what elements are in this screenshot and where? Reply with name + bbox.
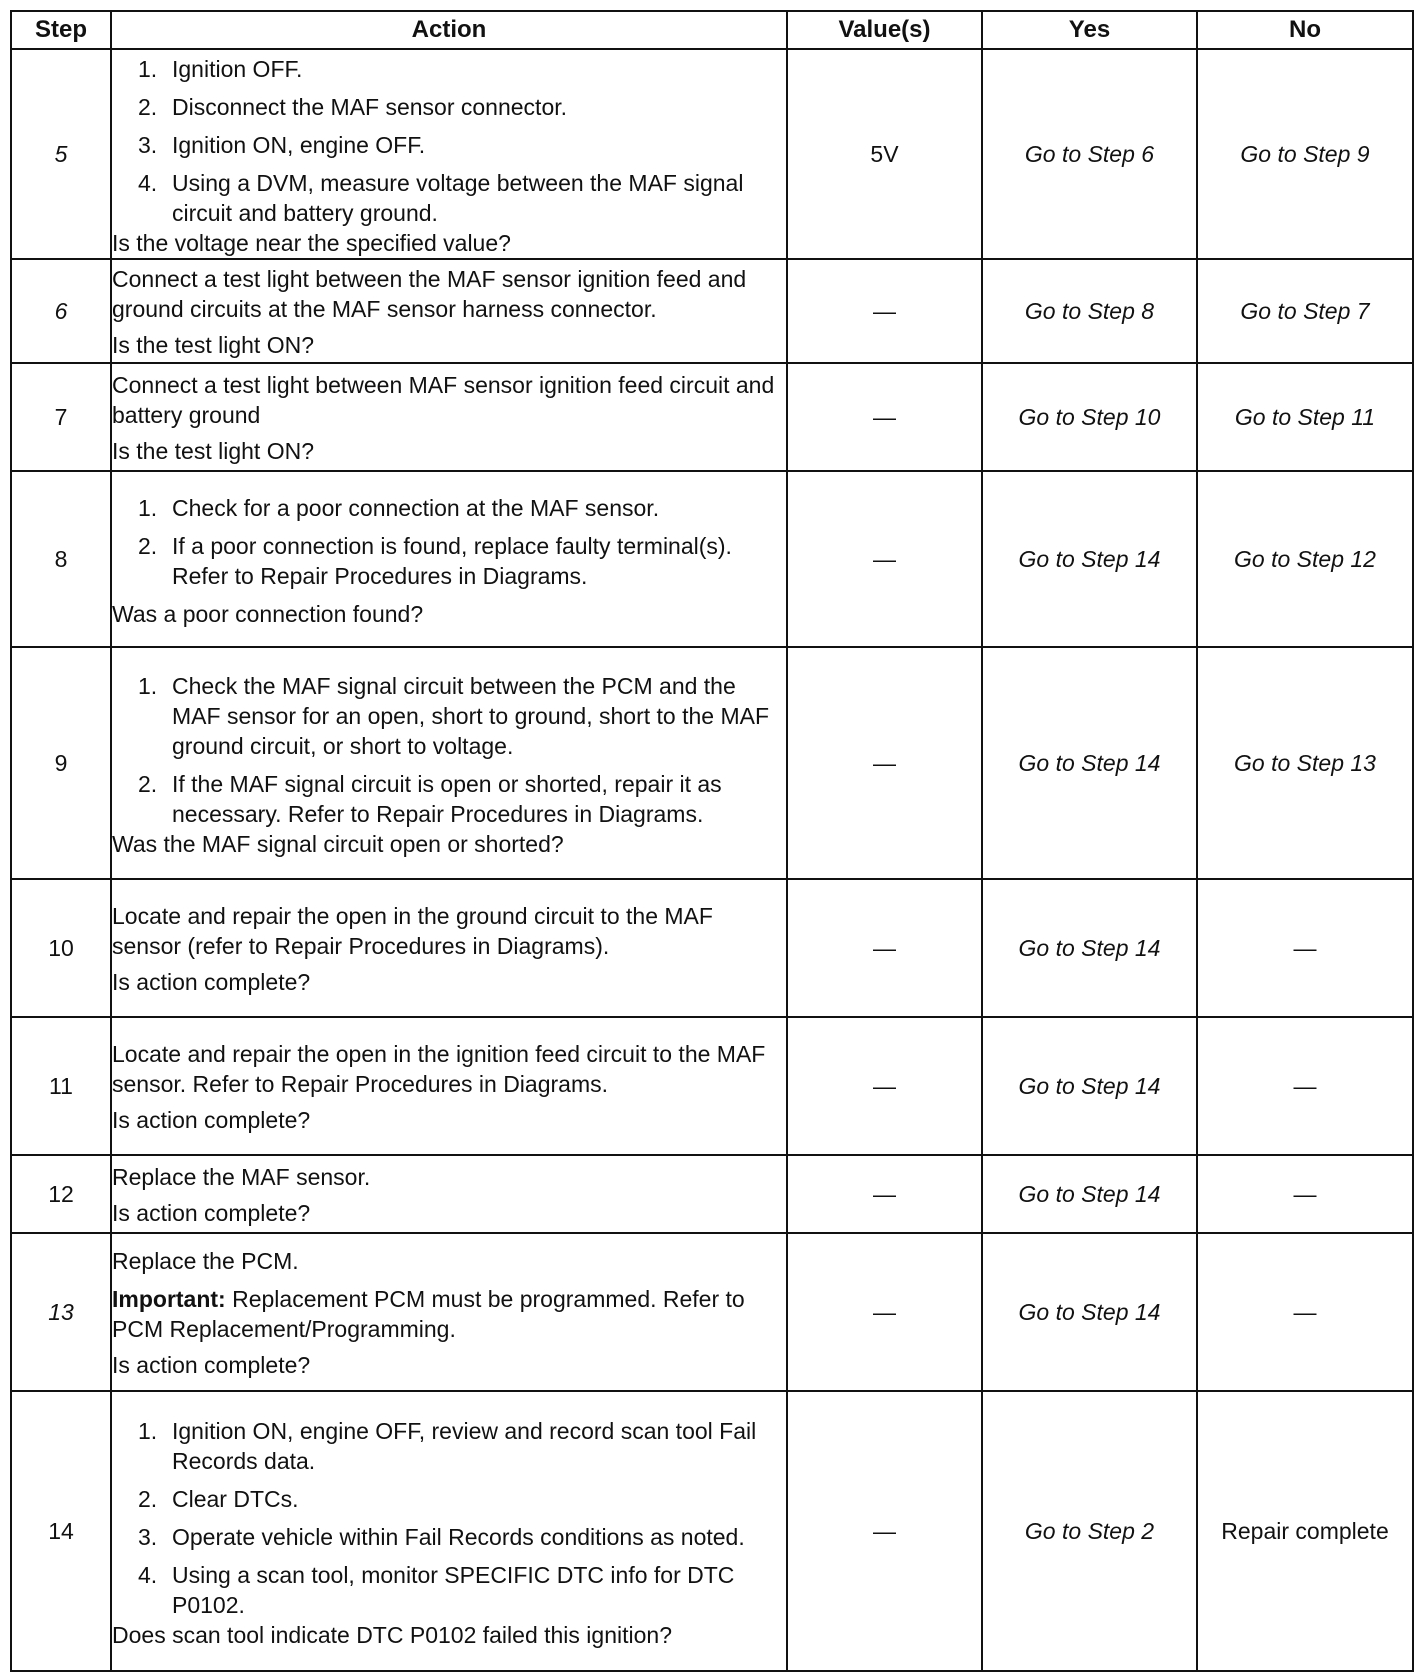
yes-cell: Go to Step 14	[982, 647, 1197, 879]
action-text: Locate and repair the open in the ground circuit to the MAF sensor (refer to Repair Procedures in Diagrams).	[112, 903, 713, 959]
value-cell: —	[787, 647, 982, 879]
step-number: 5	[11, 49, 111, 259]
step-number: 10	[11, 879, 111, 1017]
action-cell	[111, 363, 787, 471]
list-item: 4. Using a scan tool, monitor SPECIFIC DTC info for DTC P0102.	[138, 1562, 735, 1618]
yes-cell: Go to Step 14	[982, 879, 1197, 1017]
yes-cell: Go to Step 14	[982, 1233, 1197, 1391]
list-item: 1. Check the MAF signal circuit between the PCM and the MAF sensor for an open, short to ground, short to the MAF ground circuit, or short to voltage.	[138, 673, 770, 759]
step-number: 14	[11, 1391, 111, 1671]
list-item: 2. If the MAF signal circuit is open or shorted, repair it as necessary. Refer to Repair Procedures in Diagrams.	[138, 771, 722, 827]
action-cell	[111, 1017, 787, 1155]
value-cell: —	[787, 1155, 982, 1233]
list-item: 1. Check for a poor connection at the MAF sensor.	[138, 495, 660, 521]
action-cell	[111, 1155, 787, 1233]
yes-cell: Go to Step 8	[982, 259, 1197, 363]
value-cell: —	[787, 259, 982, 363]
diagnostic-table	[10, 10, 1414, 1672]
table-row	[11, 647, 1413, 879]
value-cell: 5V	[787, 49, 982, 259]
header-no: No	[1197, 11, 1413, 49]
table-row	[11, 363, 1413, 471]
yes-cell: Go to Step 14	[982, 1155, 1197, 1233]
step-number: 7	[11, 363, 111, 471]
action-cell	[111, 647, 787, 879]
list-item: 2. If a poor connection is found, replace faulty terminal(s). Refer to Repair Procedures in Diagrams.	[138, 533, 732, 589]
action-question: Is action complete?	[112, 1200, 311, 1226]
value-cell: —	[787, 879, 982, 1017]
table-row	[11, 259, 1413, 363]
action-question: Is action complete?	[112, 969, 311, 995]
action-question: Is the test light ON?	[112, 332, 314, 358]
table-row	[11, 1391, 1413, 1671]
table-row	[11, 879, 1413, 1017]
action-cell	[111, 1391, 787, 1671]
action-text: Connect a test light between the MAF sensor ignition feed and ground circuits at the MAF sensor harness connector.	[112, 266, 747, 322]
value-cell: —	[787, 363, 982, 471]
action-list	[112, 489, 786, 599]
step-number: 6	[11, 259, 111, 363]
yes-cell: Go to Step 14	[982, 1017, 1197, 1155]
table-row	[11, 1233, 1413, 1391]
action-question: Is the voltage near the specified value?	[112, 230, 511, 256]
list-item: 3. Operate vehicle within Fail Records conditions as noted.	[138, 1524, 745, 1550]
action-question: Is action complete?	[112, 1107, 311, 1133]
no-cell: Go to Step 12	[1197, 471, 1413, 647]
action-text: Locate and repair the open in the ignition feed circuit to the MAF sensor. Refer to Repair Procedures in Diagrams.	[112, 1041, 766, 1097]
step-number: 13	[11, 1233, 111, 1391]
action-question: Is the test light ON?	[112, 438, 314, 464]
important-note	[112, 1284, 786, 1344]
action-question: Does scan tool indicate DTC P0102 failed this ignition?	[112, 1622, 672, 1648]
no-cell: —	[1197, 1155, 1413, 1233]
step-number: 11	[11, 1017, 111, 1155]
action-cell	[111, 471, 787, 647]
table-row	[11, 1155, 1413, 1233]
no-cell: —	[1197, 1017, 1413, 1155]
step-number: 12	[11, 1155, 111, 1233]
list-item: 2. Disconnect the MAF sensor connector.	[138, 94, 568, 120]
value-cell: —	[787, 1233, 982, 1391]
action-cell	[111, 1233, 787, 1391]
header-row	[11, 11, 1413, 49]
yes-cell: Go to Step 2	[982, 1391, 1197, 1671]
action-cell	[111, 49, 787, 259]
header-step: Step	[11, 11, 111, 49]
no-cell: Repair complete	[1197, 1391, 1413, 1671]
list-item: 4. Using a DVM, measure voltage between the MAF signal circuit and battery ground.	[138, 170, 744, 226]
action-list	[112, 1412, 786, 1620]
table-row	[11, 1017, 1413, 1155]
no-cell: Go to Step 11	[1197, 363, 1413, 471]
action-cell	[111, 879, 787, 1017]
step-number: 9	[11, 647, 111, 879]
important-text: Replacement PCM must be programmed. Refer to PCM Replacement/Programming.	[112, 1286, 745, 1342]
action-cell	[111, 259, 787, 363]
no-cell: Go to Step 13	[1197, 647, 1413, 879]
no-cell: —	[1197, 879, 1413, 1017]
value-cell: —	[787, 471, 982, 647]
yes-cell: Go to Step 6	[982, 49, 1197, 259]
list-item: 1. Ignition OFF.	[138, 56, 303, 82]
header-values: Value(s)	[787, 11, 982, 49]
action-list	[112, 50, 786, 228]
action-question: Was a poor connection found?	[112, 601, 424, 627]
action-list	[112, 667, 786, 829]
action-text: Replace the PCM.	[112, 1248, 299, 1274]
value-cell: —	[787, 1391, 982, 1671]
action-question: Is action complete?	[112, 1352, 311, 1378]
list-item: 2. Clear DTCs.	[138, 1486, 299, 1512]
table-row	[11, 471, 1413, 647]
no-cell: Go to Step 7	[1197, 259, 1413, 363]
important-label: Important:	[112, 1286, 226, 1312]
no-cell: Go to Step 9	[1197, 49, 1413, 259]
yes-cell: Go to Step 10	[982, 363, 1197, 471]
list-item: 1. Ignition ON, engine OFF, review and record scan tool Fail Records data.	[138, 1418, 757, 1474]
header-action: Action	[111, 11, 787, 49]
header-yes: Yes	[982, 11, 1197, 49]
action-question: Was the MAF signal circuit open or shorted?	[112, 831, 564, 857]
step-number: 8	[11, 471, 111, 647]
yes-cell: Go to Step 14	[982, 471, 1197, 647]
list-item: 3. Ignition ON, engine OFF.	[138, 132, 426, 158]
action-text: Replace the MAF sensor.	[112, 1164, 371, 1190]
no-cell: —	[1197, 1233, 1413, 1391]
value-cell: —	[787, 1017, 982, 1155]
action-text: Connect a test light between MAF sensor ignition feed circuit and battery ground	[112, 372, 775, 428]
table-row	[11, 49, 1413, 259]
